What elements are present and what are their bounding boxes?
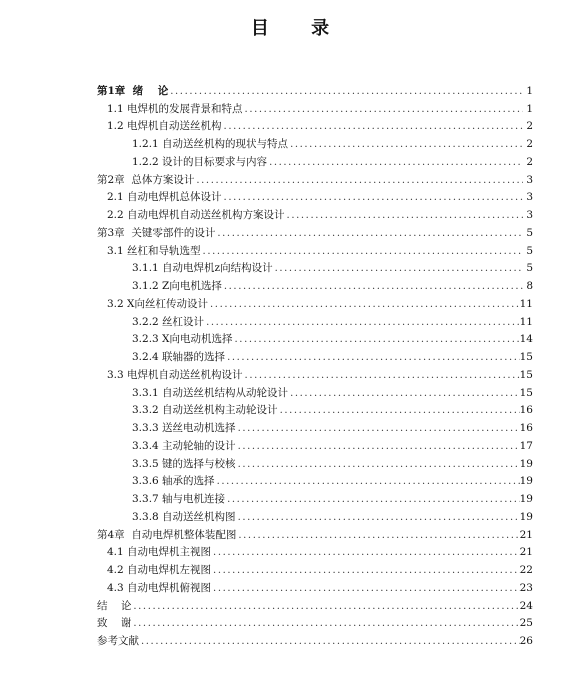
toc-entry-title: 4.2 自动电焊机左视图 [107,564,212,576]
toc-entry[interactable] [97,169,533,187]
toc-leader-dots [225,351,520,364]
toc-entry[interactable] [97,293,533,311]
toc-entry-title: 3.3 电焊机自动送丝机构设计 [107,368,243,381]
toc-entry-page: 8 [526,280,533,292]
toc-entry-page: 2 [526,155,533,168]
toc-entry-title: 3.1.1 自动电焊机z向结构设计 [132,262,273,275]
toc-entry-title: 第4章 自动电焊机整体装配图 [97,528,237,541]
toc-leader-dots [222,280,523,293]
toc-entry[interactable] [97,133,533,151]
toc-leader-dots [288,387,520,400]
toc-entry-page: 19 [519,493,533,505]
toc-leader-dots [236,440,520,453]
toc-entry[interactable] [97,471,533,489]
toc-entry-page: 2 [526,138,533,150]
toc-entry-title: 2.2 自动电焊机自动送丝机构方案设计 [107,209,285,221]
toc-entry[interactable] [97,151,533,169]
toc-entry-page: 14 [519,333,533,346]
toc-entry[interactable] [97,364,533,382]
toc-leader-dots [208,298,520,311]
page-title: 目 录 [250,18,348,39]
toc-entry[interactable] [97,435,533,453]
toc-entry-title: 4.3 自动电焊机俯视图 [107,581,212,594]
toc-leader-dots [243,369,520,382]
toc-leader-dots [215,227,523,240]
toc-leader-dots [204,316,520,329]
toc-entry-title: 3.3.7 轴与电机连接 [132,493,226,505]
toc-entry[interactable] [97,400,533,418]
toc-leader-dots [168,85,523,98]
toc-entry[interactable] [97,559,533,577]
toc-entry-title: 1.2.2 设计的目标要求与内容 [132,155,268,168]
toc-entry-page: 24 [519,599,533,612]
toc-entry[interactable] [97,542,533,560]
toc-entry[interactable] [97,595,533,613]
toc-entry-page: 21 [519,546,533,559]
toc-entry[interactable] [97,311,533,329]
toc-entry-page: 19 [519,457,533,470]
toc-entry-title: 3.2.2 丝杠设计 [132,315,205,328]
toc-entry[interactable] [97,98,533,116]
toc-entry-page: 5 [526,226,533,239]
toc-entry-page: 22 [519,564,533,576]
toc-entry-page: 23 [519,581,533,594]
toc-entry[interactable] [97,630,533,648]
toc-leader-dots [211,546,520,559]
toc-entry-title: 3.3.6 轴承的选择 [132,475,215,488]
toc-leader-dots [236,511,520,524]
toc-entry[interactable] [97,524,533,542]
toc-leader-dots [285,209,523,222]
toc-entry[interactable] [97,204,533,222]
toc-leader-dots [243,103,523,116]
toc-leader-dots [288,138,523,151]
toc-entry-page: 5 [526,244,533,257]
toc-entry[interactable] [97,329,533,347]
toc-entry-title: 3.3.4 主动轮轴的设计 [132,439,236,452]
toc-entry[interactable] [97,116,533,134]
toc-entry-page: 2 [526,120,533,133]
toc-entry-page: 5 [526,262,533,275]
toc-leader-dots [139,635,520,648]
toc-leader-dots [131,617,519,630]
toc-entry-page: 26 [519,635,533,647]
toc-leader-dots [131,600,519,613]
toc-entry[interactable] [97,382,533,400]
toc-entry-title: 3.3.8 自动送丝机构图 [132,510,236,523]
toc-entry[interactable] [97,577,533,595]
toc-entry-page: 1 [526,102,533,115]
toc-entry-title: 4.1 自动电焊机主视图 [107,546,212,559]
toc-entry-title: 3.1 丝杠和导轨选型 [107,244,201,257]
toc-entry-title: 3.2 X向丝杠传动设计 [107,297,209,310]
toc-entry[interactable] [97,346,533,364]
table-of-contents [97,80,533,648]
toc-entry-title: 结 论 [97,599,132,612]
toc-leader-dots [236,422,520,435]
toc-entry-page: 15 [519,386,533,399]
toc-entry[interactable] [97,417,533,435]
toc-leader-dots [278,404,520,417]
toc-entry-page: 16 [519,422,533,434]
toc-entry-title: 1.2 电焊机自动送丝机构 [107,120,222,133]
toc-leader-dots [194,174,523,187]
toc-entry-title: 致 谢 [97,617,132,630]
toc-entry-page: 11 [519,297,533,310]
toc-entry[interactable] [97,222,533,240]
toc-leader-dots [273,262,523,275]
toc-leader-dots [267,156,523,169]
toc-entry-title: 第2章 总体方案设计 [97,173,195,186]
toc-entry[interactable] [97,275,533,293]
toc-leader-dots [222,191,523,204]
toc-leader-dots [225,493,520,506]
toc-entry-page: 19 [519,510,533,523]
toc-leader-dots [222,120,523,133]
toc-entry-title: 3.3.3 送丝电动机选择 [132,422,236,434]
toc-entry-page: 15 [519,351,533,363]
toc-entry[interactable] [97,240,533,258]
toc-entry[interactable] [97,80,533,98]
toc-leader-dots [236,529,519,542]
toc-leader-dots [233,333,520,346]
toc-entry-page: 19 [519,475,533,488]
toc-entry-title: 2.1 自动电焊机总体设计 [107,191,222,204]
toc-entry-title: 3.3.5 键的选择与校核 [132,457,236,470]
toc-entry-page: 15 [519,368,533,381]
toc-entry-title: 第3章 关键零部件的设计 [97,226,216,239]
toc-entry-title: 3.3.1 自动送丝机结构从动轮设计 [132,386,289,399]
toc-entry-page: 11 [519,315,533,328]
toc-entry-page: 17 [519,439,533,452]
toc-entry-page: 3 [526,173,533,186]
toc-entry[interactable] [97,258,533,276]
toc-entry-page: 21 [519,528,533,541]
toc-entry-page: 1 [526,84,533,97]
toc-entry-title: 3.1.2 Z向电机选择 [132,280,222,292]
toc-entry-page: 3 [526,209,533,221]
toc-entry-title: 3.2.4 联轴器的选择 [132,351,226,363]
toc-leader-dots [201,245,523,258]
toc-entry-title: 参考文献 [97,635,139,647]
toc-entry-title: 3.3.2 自动送丝机构主动轮设计 [132,404,278,417]
toc-leader-dots [236,458,520,471]
toc-entry-title: 第1章 绪 论 [97,84,169,97]
toc-entry[interactable] [97,488,533,506]
toc-entry-title: 3.2.3 X向电动机选择 [132,333,233,346]
toc-entry-page: 25 [519,617,533,630]
toc-entry[interactable] [97,453,533,471]
toc-entry[interactable] [97,187,533,205]
toc-entry-page: 3 [526,191,533,204]
toc-entry[interactable] [97,613,533,631]
toc-leader-dots [215,475,520,488]
toc-entry[interactable] [97,506,533,524]
toc-entry-title: 1.1 电焊机的发展背景和特点 [107,102,243,115]
toc-leader-dots [211,564,520,577]
toc-leader-dots [211,582,520,595]
toc-entry-title: 1.2.1 自动送丝机构的现状与特点 [132,138,289,150]
toc-entry-page: 16 [519,404,533,417]
